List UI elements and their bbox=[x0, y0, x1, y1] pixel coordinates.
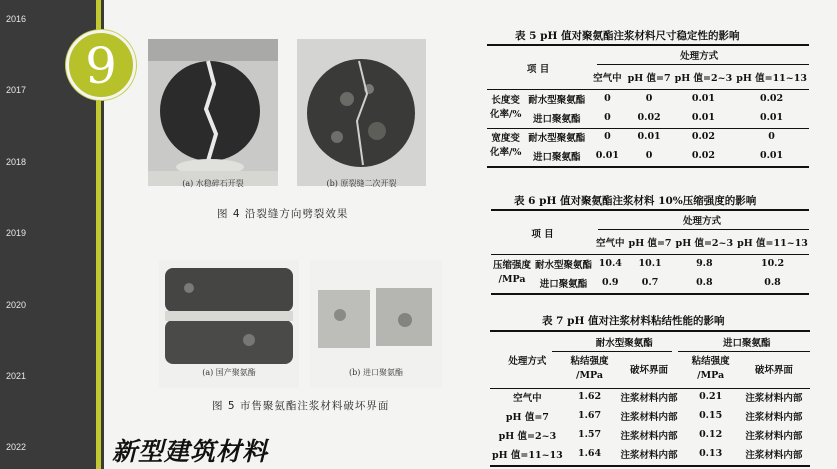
table6-cell: 10.2 bbox=[760, 258, 785, 269]
table5-title: 表 5 pH 值对聚氨酯注浆材料尺寸稳定性的影响 bbox=[515, 30, 740, 42]
table5-cell: 0 bbox=[768, 131, 775, 142]
table7-cell: 1.64 bbox=[577, 448, 602, 459]
table6-col: pH 值=11~13 bbox=[737, 237, 808, 249]
table5-cell: 0.01 bbox=[637, 131, 661, 142]
table7-bottom-rule bbox=[490, 465, 810, 467]
table6-group-label: 压缩强度 /MPa bbox=[493, 260, 532, 285]
table6-title: 表 6 pH 值对聚氨酯注浆材料 10%压缩强度的影响 bbox=[514, 195, 757, 207]
table7-method: 空气中 bbox=[513, 392, 542, 404]
table5-material: 进口聚氨酯 bbox=[533, 151, 581, 163]
table5-col: pH 值=11~13 bbox=[736, 72, 807, 84]
table7-cell: 0.21 bbox=[699, 391, 723, 402]
table6-cell: 0.7 bbox=[641, 277, 659, 288]
table5-cell: 0 bbox=[645, 150, 653, 161]
table6-cell: 0.8 bbox=[764, 277, 781, 288]
figure5-caption-b: (b) 进口聚氨酯 bbox=[349, 368, 403, 377]
table7-cell: 注浆材料内部 bbox=[745, 449, 803, 461]
table5-cell: 0.01 bbox=[760, 150, 784, 161]
timeline-year[interactable]: 2018 bbox=[6, 157, 27, 167]
table7-method: pH 值=11~13 bbox=[492, 449, 563, 461]
table5-material: 进口聚氨酯 bbox=[533, 113, 581, 125]
figure4-caption-b: (b) 原裂缝二次开裂 bbox=[326, 179, 397, 188]
table7-cell: 注浆材料内部 bbox=[745, 411, 803, 423]
table5-bottom-rule bbox=[487, 166, 809, 168]
figure5-caption: 图 5 市售聚氨酯注浆材料破坏界面 bbox=[212, 400, 390, 412]
timeline-year[interactable]: 2016 bbox=[6, 14, 27, 24]
timeline-year[interactable]: 2020 bbox=[6, 300, 27, 310]
table5-cell: 0.02 bbox=[760, 93, 784, 104]
table6-cell: 0.9 bbox=[602, 277, 619, 288]
table7-interface-header: 破坏界面 bbox=[629, 365, 668, 376]
table6-cell: 9.8 bbox=[696, 258, 713, 269]
table6-material: 进口聚氨酯 bbox=[539, 278, 588, 290]
table5-cell: 0.01 bbox=[691, 112, 715, 123]
table7-method: pH 值=7 bbox=[505, 411, 549, 423]
figure4-caption-a: (a) 水稳碎石开裂 bbox=[182, 179, 244, 188]
table6-method-header: 处理方式 bbox=[682, 216, 721, 227]
timeline-year[interactable]: 2019 bbox=[6, 228, 27, 238]
timeline-year[interactable]: 2017 bbox=[6, 85, 27, 95]
timeline-year[interactable]: 2021 bbox=[6, 371, 27, 381]
table5-cell: 0.02 bbox=[691, 131, 715, 142]
table5-item-header: 项 目 bbox=[526, 63, 550, 75]
table6-col: 空气中 bbox=[596, 237, 625, 249]
table7-cell: 注浆材料内部 bbox=[745, 430, 803, 442]
table5-cell: 0 bbox=[604, 112, 611, 123]
table7-cell: 1.67 bbox=[577, 410, 602, 421]
table7-title: 表 7 pH 值对注浆材料粘结性能的影响 bbox=[542, 315, 725, 327]
figure4-caption: 图 4 沿裂缝方向劈裂效果 bbox=[217, 208, 349, 220]
table7-mat2-header: 进口聚氨酯 bbox=[723, 337, 771, 349]
table7-cell: 注浆材料内部 bbox=[620, 392, 678, 404]
table5-cell: 0 bbox=[645, 93, 653, 104]
table7-mat1-header: 耐水型聚氨酯 bbox=[595, 337, 653, 349]
slide-number-badge bbox=[66, 30, 136, 100]
table7-cell: 1.62 bbox=[577, 391, 602, 402]
table7-cell: 1.57 bbox=[577, 429, 602, 440]
figure4-photo-a bbox=[148, 39, 278, 186]
table7-method: pH 值=2~3 bbox=[498, 430, 557, 442]
table5-group-label: 长度变 化率/% bbox=[489, 95, 522, 120]
table6-col: pH 值=2~3 bbox=[675, 237, 734, 249]
table7-cell: 注浆材料内部 bbox=[745, 392, 803, 404]
table5-cell: 0.01 bbox=[595, 150, 619, 161]
table6-bottom-rule bbox=[491, 293, 809, 295]
table5-method-header: 处理方式 bbox=[680, 51, 719, 62]
table7-method-header: 处理方式 bbox=[508, 355, 547, 367]
table5-material: 耐水型聚氨酯 bbox=[528, 132, 586, 144]
table7-strength-header: 粘结强度 /MPa bbox=[691, 356, 730, 381]
table5-cell: 0.02 bbox=[637, 112, 661, 123]
table7-cell: 0.12 bbox=[699, 429, 723, 440]
slide-number: 9 bbox=[85, 37, 117, 95]
journal-logo: 新型建筑材料 bbox=[112, 437, 269, 466]
table7-interface-header: 破坏界面 bbox=[754, 365, 793, 376]
table7-cell: 注浆材料内部 bbox=[620, 411, 678, 423]
table6-cell: 0.8 bbox=[696, 277, 713, 288]
table5-cell: 0 bbox=[604, 131, 611, 142]
table5-col: 空气中 bbox=[593, 72, 622, 84]
table5-group-label: 宽度变 化率/% bbox=[489, 133, 522, 158]
table5-cell: 0 bbox=[604, 93, 611, 104]
table7-strength-header: 粘结强度 /MPa bbox=[570, 356, 609, 381]
table5-cell: 0.02 bbox=[691, 150, 715, 161]
figure5-caption-a: (a) 国产聚氨酯 bbox=[202, 368, 256, 377]
figure4-photo-b bbox=[297, 39, 426, 186]
table5-col: pH 值=7 bbox=[627, 72, 671, 84]
table7-cell: 注浆材料内部 bbox=[620, 449, 678, 461]
table5-cell: 0.01 bbox=[691, 93, 715, 104]
table7-cell: 0.13 bbox=[699, 448, 723, 459]
table5-col: pH 值=2~3 bbox=[674, 72, 733, 84]
table6 bbox=[491, 211, 810, 292]
table6-material: 耐水型聚氨酯 bbox=[535, 259, 593, 271]
table5-cell: 0.01 bbox=[760, 112, 784, 123]
table6-col: pH 值=7 bbox=[628, 237, 672, 249]
table7-cell: 注浆材料内部 bbox=[620, 430, 678, 442]
table5-material: 耐水型聚氨酯 bbox=[528, 94, 586, 106]
table6-cell: 10.1 bbox=[638, 258, 662, 269]
table6-item-header: 项 目 bbox=[531, 228, 554, 240]
table7-cell: 0.15 bbox=[699, 410, 723, 421]
timeline-year[interactable]: 2022 bbox=[6, 442, 27, 452]
table5 bbox=[487, 46, 809, 165]
table6-cell: 10.4 bbox=[598, 258, 622, 269]
table7 bbox=[490, 332, 810, 463]
